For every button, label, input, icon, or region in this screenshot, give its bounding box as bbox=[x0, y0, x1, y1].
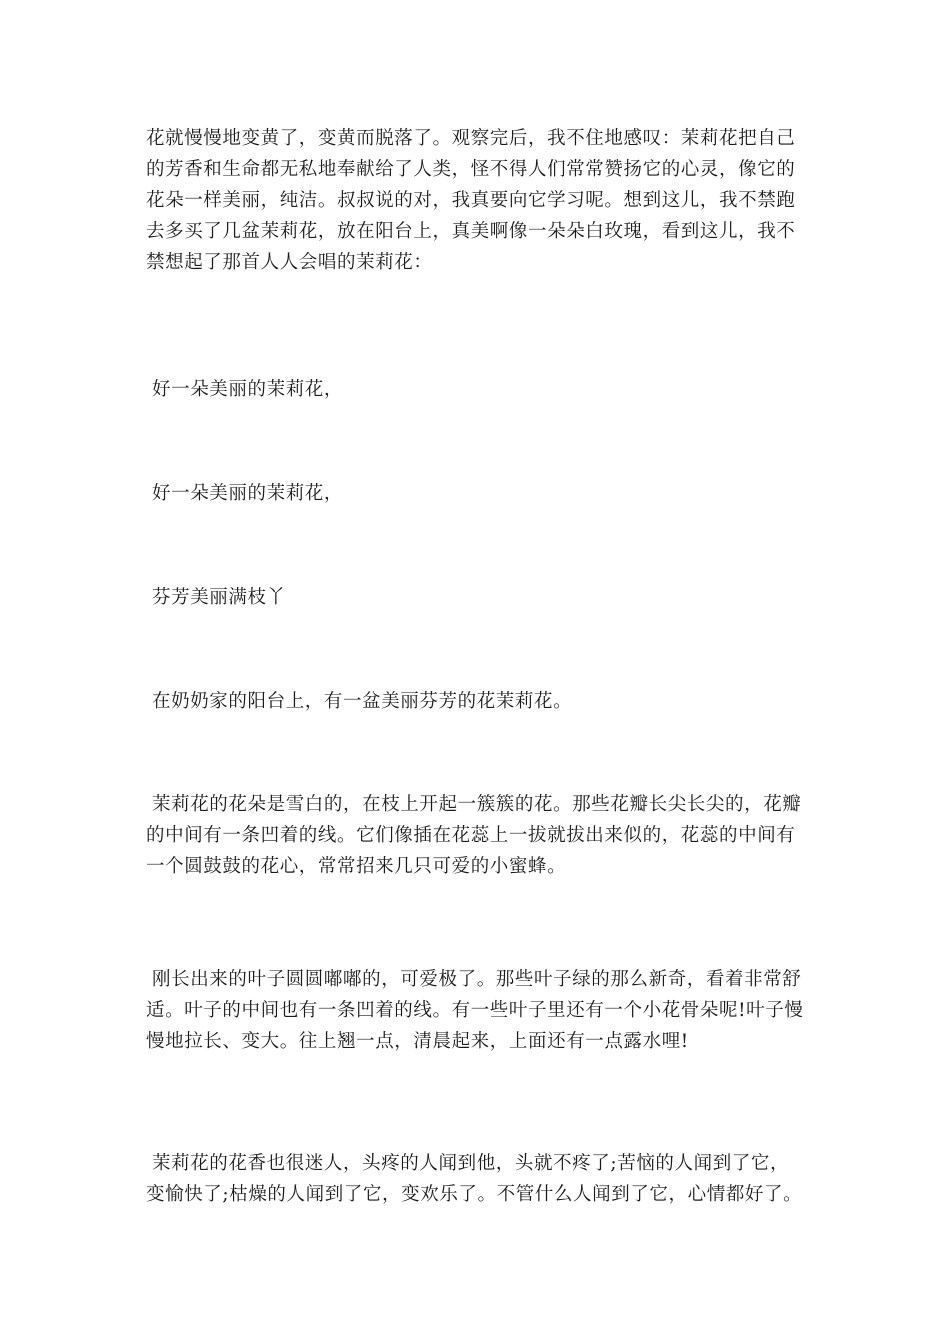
text-line: 茉莉花的花香也很迷人，头疼的人闻到他，头就不疼了;苦恼的人闻到了它， bbox=[152, 1153, 790, 1174]
text-line: 适。叶子的中间也有一条凹着的线。有一些叶子里还有一个小花骨朵呢!叶子慢 bbox=[146, 1000, 804, 1021]
text-line: 去多买了几盆茉莉花，放在阳台上，真美啊像一朵朵白玫瑰，看到这儿，我不 bbox=[146, 221, 796, 242]
text-line: 茉莉花的花朵是雪白的，在枝上开起一簇簇的花。那些花瓣长尖长尖的，花瓣 bbox=[152, 794, 802, 815]
paragraph-intro bbox=[146, 123, 806, 278]
text-line: 花朵一样美丽，纯洁。叔叔说的对，我真要向它学习呢。想到这儿，我不禁跑 bbox=[146, 190, 796, 211]
paragraph-song-line-2 bbox=[146, 478, 806, 509]
text-line: 好一朵美丽的茉莉花， bbox=[152, 379, 344, 400]
text-line: 的芳香和生命都无私地奉献给了人类，怪不得人们常常赞扬它的心灵，像它的 bbox=[146, 159, 796, 180]
text-line: 的中间有一条凹着的线。它们像插在花蕊上一拔就拔出来似的，花蕊的中间有 bbox=[146, 825, 796, 846]
text-line: 好一朵美丽的茉莉花， bbox=[152, 483, 344, 504]
paragraph-leaves bbox=[146, 964, 806, 1057]
text-line: 花就慢慢地变黄了，变黄而脱落了。观察完后，我不住地感叹：茉莉花把自己 bbox=[146, 128, 796, 149]
text-line: 慢地拉长、变大。往上翘一点，清晨起来，上面还有一点露水哩! bbox=[146, 1031, 689, 1052]
paragraph-flowers bbox=[146, 789, 806, 882]
paragraph-song-line-3 bbox=[146, 582, 806, 613]
text-line: 一个圆鼓鼓的花心，常常招来几只可爱的小蜜蜂。 bbox=[146, 856, 567, 877]
text-line: 禁想起了那首人人会唱的茉莉花： bbox=[146, 252, 433, 273]
text-line: 芬芳美丽满枝丫 bbox=[152, 587, 286, 608]
paragraph-song-line-1 bbox=[146, 374, 806, 405]
text-line: 在奶奶家的阳台上，有一盆美丽芬芳的花茉莉花。 bbox=[152, 691, 573, 712]
paragraph-fragrance bbox=[146, 1148, 806, 1210]
text-line: 变愉快了;枯燥的人闻到了它，变欢乐了。不管什么人闻到了它，心情都好了。 bbox=[146, 1184, 803, 1205]
paragraph-balcony bbox=[146, 686, 806, 717]
text-line: 刚长出来的叶子圆圆嘟嘟的，可爱极了。那些叶子绿的那么新奇，看着非常舒 bbox=[152, 969, 802, 990]
